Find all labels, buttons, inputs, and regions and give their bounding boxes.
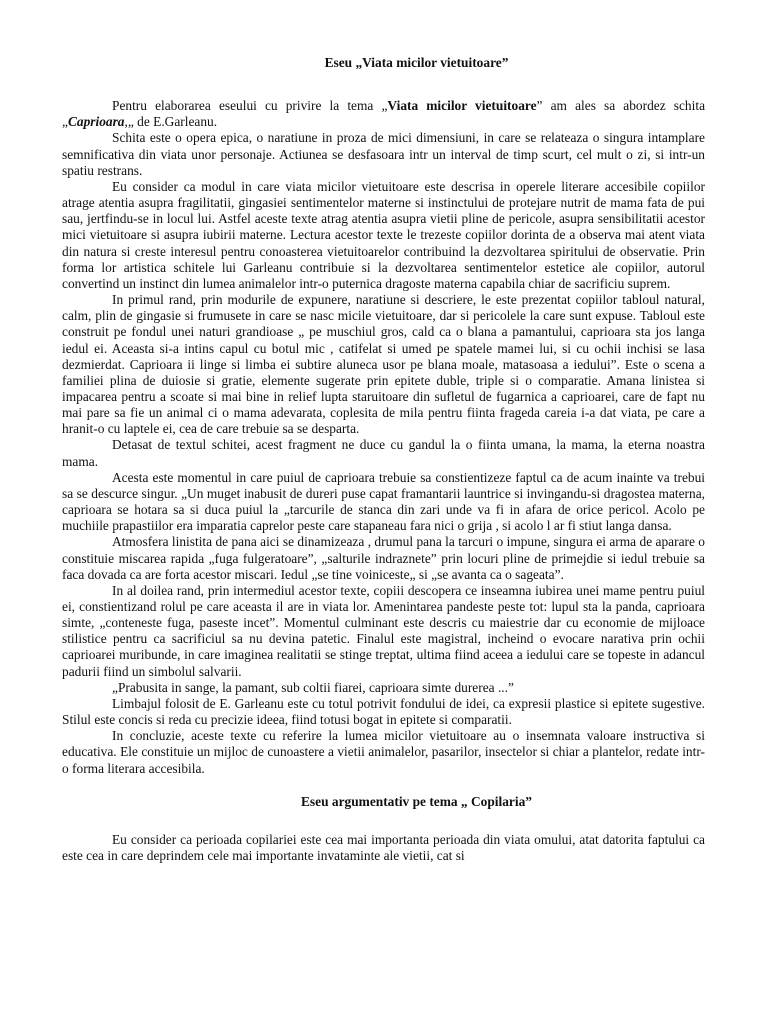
theme-name: Viata micilor vietuitoare (387, 98, 537, 114)
essay2-title: Eseu argumentativ pe tema „ Copilaria” (301, 793, 532, 809)
essay2-paragraph-1: Eu consider ca perioada copilariei este cea mai importanta perioada din viata omului, atat datorita faptului ca este cea in care deprindem cele mai importante invataminte ale vietii, cat si (62, 831, 705, 864)
paragraph-5: Detasat de textul schitei, acest fragment ne duce cu gandul la o fiinta umana, la mama, la eterna noastra mama. (62, 437, 705, 469)
paragraph-quote: „Prabusita in sange, la pamant, sub coltii fiarei, caprioara simte durerea ...” (112, 679, 514, 695)
intro-text-e: ,„ de E.Garleanu. (124, 114, 218, 130)
paragraph-7: Atmosfera linistita de pana aici se dinamizeaza , drumul pana la tarcuri o impune, singura ei arma de aparare o constituie miscarea rapida „fuga fulgeratoare”, „salturile indraznete” prin locuri pline de primejdie si iedul trebuie sa faca dovada ca are forta acestor miscari. Iedul „se tine voiniceste„ si „se avanta ca o sageata”. (62, 534, 705, 582)
paragraph-10: Limbajul folosit de E. Garleanu este cu totul potrivit fondului de idei, ca expresii plastice si epitete sugestive. Stilul este concis si reda cu precizie ideea, fiind totusi bogat in epitete si comparatii. (62, 695, 705, 728)
paragraph-intro (62, 98, 705, 130)
paragraph-6: Acesta este momentul in care puiul de caprioara trebuie sa constientizeze faptul ca de acum inainte va trebui sa se descurce singur. „Un muget inabusit de dureri puse capat framantarii launtrice si invingandu-si dragostea materna, caprioara se hotara sa si duca puiul la „tarcurile de stanca din zari unde va fi in afara de orice pericol. Acolo pe muchiile prapastiilor era imparatia caprelor peste care stapaneau fara nici o grija , si acolo l ar fi stiut langa dansa. (62, 469, 705, 534)
essay-title: Eseu „Viata micilor vietuitoare” (324, 55, 509, 70)
intro-text-c: ” am ales sa abordez schita „ (62, 98, 706, 130)
paragraph-8: In al doilea rand, prin intermediul acestor texte, copiii descopera ce inseamna iubirea unei mame pentru puiul ei, constientizand rolul pe care aceasta il are in viata lor. Amenintarea pandeste peste tot: lupul sta la panda, caprioara simte, „conteneste fuga, paseste incet”. Momentul culminant este descris cu maiestrie dar cu economie de mijloace stilistice pentru ca sacrificiul sa nu devina patetic. Finalul este magistral, incheind o evocare narativa prin ochii caprioarei muribunde, in care imaginea realitatii se stinge treptat, ultima fiind aceea a iedului care se topeste in adancul padurii fiind un simbolul salvarii. (62, 582, 705, 679)
paragraph-2: Schita este o opera epica, o naratiune in proza de mici dimensiuni, in care se relateaza o singura intamplare semnificativa din viata unor personaje. Actiunea se desfasoara intr un interval de timp scurt, cel mult o zi, si intr-un spatiu restrans. (62, 130, 705, 178)
work-title: Caprioara (67, 114, 125, 130)
paragraph-4: In primul rand, prin modurile de expunere, naratiune si descriere, le este prezentat copiilor tabloul natural, calm, plin de gingasie si frumusete in care se nasc micile vietuitoare, dar si pericolele la care sunt expuse. Tabloul este construit pe fondul unei naturi grandioase „ pe muschiul gros, cald ca o blana a pamantului, caprioara sta jos langa iedul ei. Aceasta si-a intins capul cu botul mic , catifelat si umed pe spatele mamei lui, si cu ochii inchisi se lasa dezmierdat. Caprioara ii linge si limba ei subtire aluneca usor pe blana moale, matasoasa a iedului”. Este o scena a familiei plina de duiosie si gratie, elemente sugerate prin epitete duble, triple si o comparatie. Amana linistea si impacarea pentru a scoate si mai bine in relief lupta staruitoare din sufletul de fugarnica a caprioarei, care de fapt nu mai pare sa fie un animal ci o mama adevarata, coplesita de mila pentru fiinta frageda careia i-a dat viata, pe care a hranit-o cu laptele ei, cea de care trebuie sa se desparta. (62, 292, 705, 437)
paragraph-3: Eu consider ca modul in care viata micilor vietuitoare este descrisa in operele literare accesibile copiilor atrage atentia asupra fragilitatii, gingasiei sentimentelor materne si instinctului de protejare nutrit de mama fata de pui sau, jertfindu-se in locul lui. Astfel aceste texte atrag atentia asupra vietii pline de pericole, asupra sensibilitatii acestor mici vietuitoare si asupra iubirii materne. Lectura acestor texte le trezeste copiilor dorinta de a observa mai atent viata din natura si creste interesul pentru conoasterea vietuitoarelor contribuind la dezvoltarea spiritului de observatie. Prin forma lor artistica schitele lui Garleanu contribuie si la dezvoltarea sentimentelor estetice ale copiilor, autorul convertind un instinct din lumea animalelor intr-o puternica dragoste materna capabila chiar de sacrificiu suprem. (62, 178, 705, 291)
intro-text-a: Pentru elaborarea eseului cu privire la tema „ (112, 98, 388, 114)
paragraph-conclusion: In concluzie, aceste texte cu referire la lumea micilor vietuitoare au o insemnata valoare instructiva si educativa. Ele constituie un mijloc de cunoastere a vietii animalelor, pasarilor, insectelor si chiar a plantelor, redate intr-o forma literara accesibila. (62, 728, 705, 776)
